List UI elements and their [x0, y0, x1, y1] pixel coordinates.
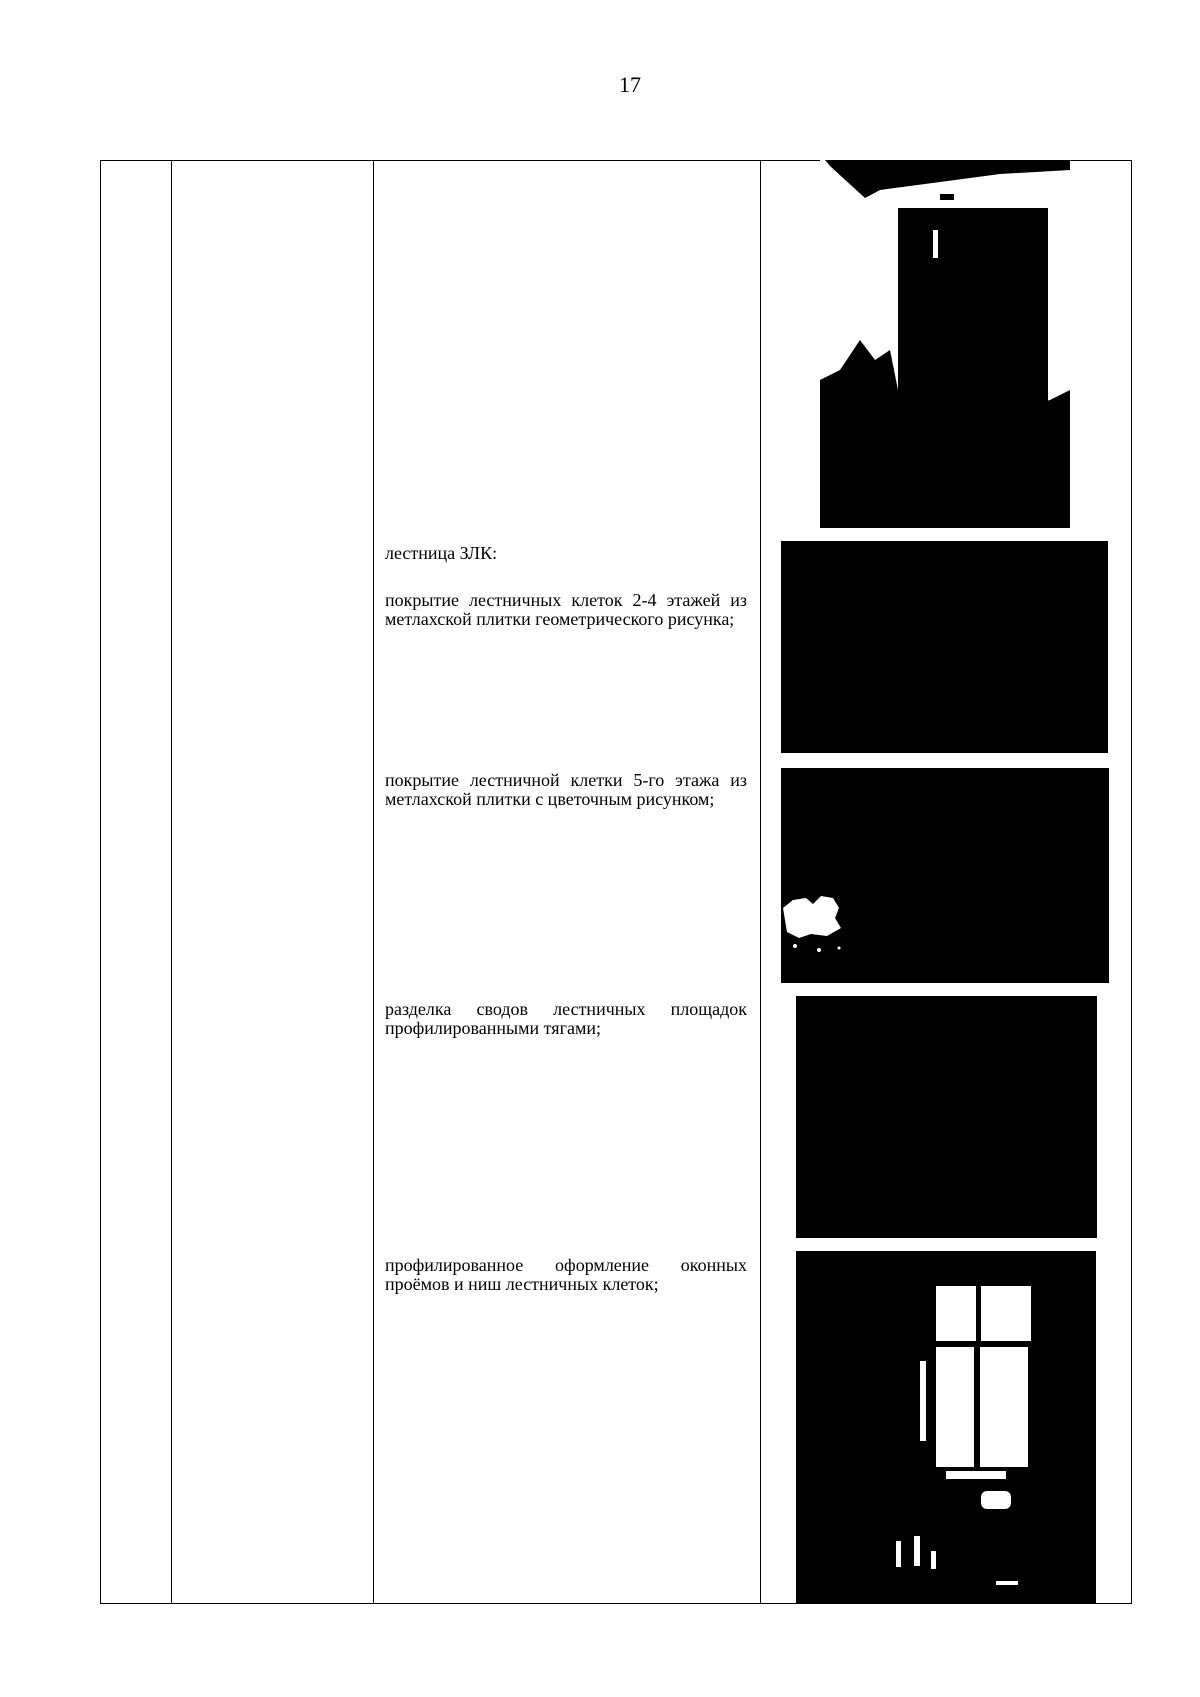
window-niche-photo — [796, 1251, 1096, 1604]
staircase-door-photo — [820, 160, 1070, 528]
table-column-divider — [171, 160, 172, 1604]
staircase-heading: лестница ЗЛК: — [385, 543, 498, 563]
description-item-2: покрытие лестничной клетки 5-го этажа из метлахской плитки с цветочным рисунком; — [385, 770, 747, 809]
description-item-1: покрытие лестничных клеток 2-4 этажей из метлахской плитки геометрического рисунка; — [385, 590, 747, 629]
geometric-tile-floor-photo — [781, 541, 1108, 753]
page-number: 17 — [619, 72, 641, 97]
description-item-4: профилированное оформление оконных проёмов и ниш лестничных клеток; — [385, 1255, 747, 1294]
description-item-3: разделка сводов лестничных площадок профилированными тягами; — [385, 999, 747, 1038]
table-column-divider — [373, 160, 374, 1604]
vault-moldings-photo — [796, 996, 1097, 1238]
table-column-divider — [760, 160, 761, 1604]
floral-tile-floor-photo — [781, 768, 1109, 983]
